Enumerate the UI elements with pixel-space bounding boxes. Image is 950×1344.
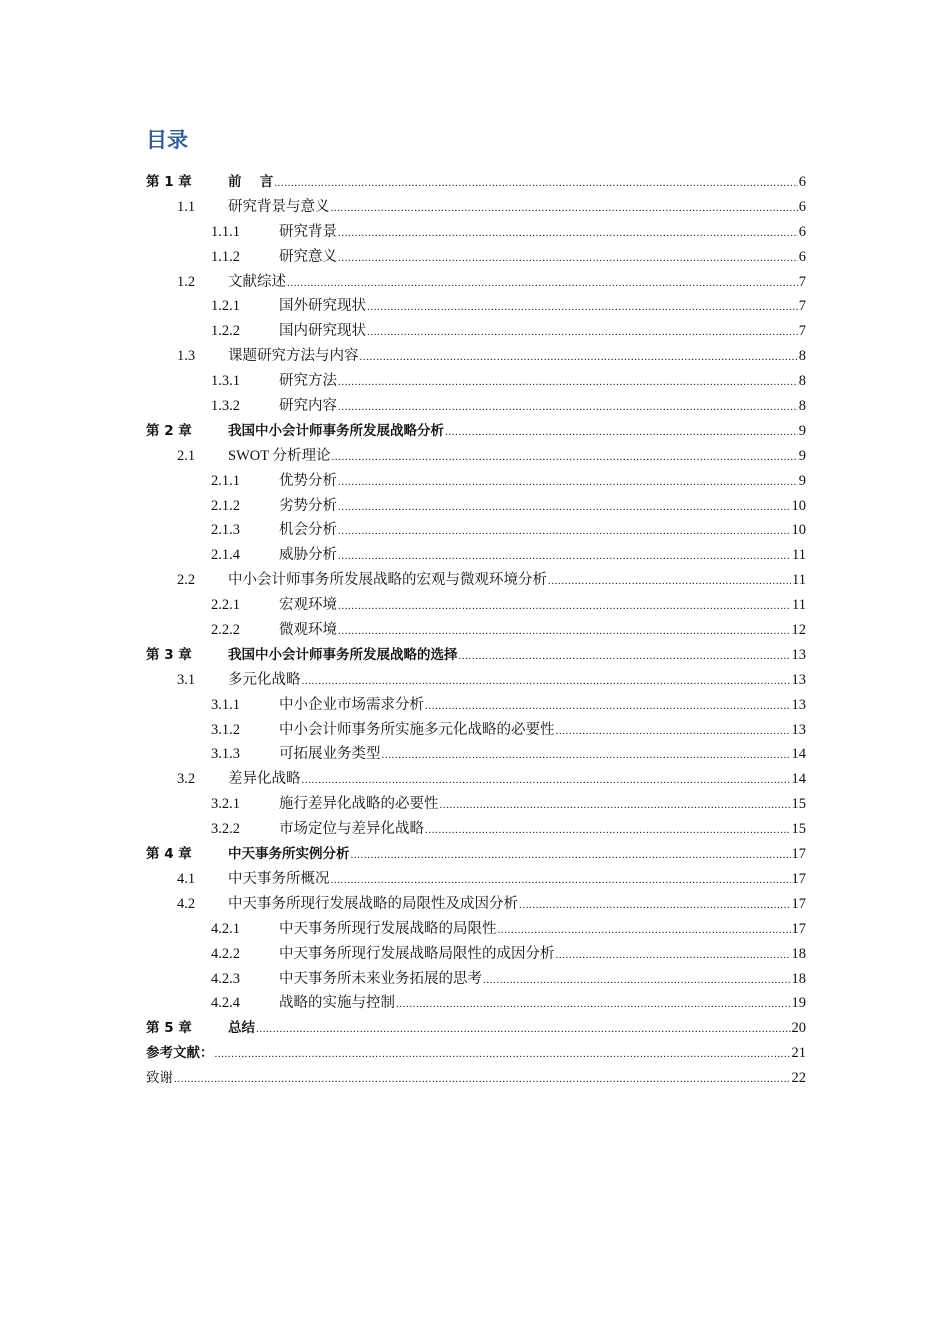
toc-entry[interactable]: [146, 518, 806, 543]
toc-entry[interactable]: [146, 967, 806, 992]
toc-entry-page-number: 11: [792, 547, 806, 564]
toc-entry[interactable]: [146, 1066, 806, 1091]
toc-entry[interactable]: [146, 469, 806, 494]
toc-entry[interactable]: [146, 394, 806, 419]
dot-leader: [338, 401, 798, 413]
toc-entry[interactable]: [146, 568, 806, 593]
dot-leader: [331, 451, 797, 463]
toc-entry[interactable]: [146, 543, 806, 568]
toc-entry-number: 3.1.2: [211, 721, 240, 738]
toc-entry-title: 中天事务所实例分析: [228, 846, 350, 863]
toc-entry-page-number: 11: [792, 597, 806, 614]
dot-leader: [396, 998, 791, 1010]
toc-entry-page-number: 6: [798, 248, 806, 265]
toc-entry-page-number: 15: [791, 796, 806, 813]
toc-entry-number: 第 5 章: [146, 1020, 192, 1037]
toc-entry-number: 1.2: [177, 273, 196, 290]
toc-entry[interactable]: [146, 942, 806, 967]
toc-entry-title: 参考文献：: [146, 1045, 214, 1062]
toc-entry[interactable]: [146, 917, 806, 942]
dot-leader: [338, 550, 791, 562]
toc-entry[interactable]: [146, 668, 806, 693]
toc-entry[interactable]: [146, 693, 806, 718]
toc-entry-number: 3.2.1: [211, 796, 240, 813]
toc-entry-number: 4.2.1: [211, 920, 240, 937]
toc-entry-number: 2.1: [177, 447, 196, 464]
toc-entry-title: 微观环境: [279, 622, 337, 639]
toc-entry-number: 3.1.1: [211, 696, 240, 713]
toc-entry-title: 市场定位与差异化战略: [279, 821, 424, 838]
dot-leader: [302, 774, 791, 786]
toc-entry[interactable]: [146, 344, 806, 369]
toc-entry-number: 1.1.2: [211, 248, 240, 265]
toc-entry-title: 课题研究方法与内容: [228, 348, 359, 365]
toc-entry-title: 战略的实施与控制: [279, 995, 395, 1012]
toc-entry-page-number: 17: [791, 870, 806, 887]
dot-leader: [338, 252, 798, 264]
dot-leader: [425, 700, 791, 712]
toc-entry-number: 4.2.4: [211, 995, 240, 1012]
toc-entry-title: 优势分析: [279, 472, 337, 489]
toc-entry-title: 国内研究现状: [279, 323, 366, 340]
toc-entry-page-number: 10: [791, 497, 806, 514]
dot-leader: [382, 749, 791, 761]
toc-entry-title: 中小会计师事务所实施多元化战略的必要性: [279, 721, 555, 738]
toc-entry-number: 4.1: [177, 870, 196, 887]
dot-leader: [556, 949, 791, 961]
toc-entry-number: 第 1 章: [146, 174, 192, 190]
toc-entry-title: 致谢: [146, 1070, 173, 1087]
toc-entry-title: 国外研究现状: [279, 298, 366, 315]
toc-entry[interactable]: [146, 991, 806, 1016]
toc-entry-number: 3.2.2: [211, 821, 240, 838]
dot-leader: [274, 177, 798, 189]
toc-entry-page-number: 13: [791, 671, 806, 688]
toc-entry-number: 第 4 章: [146, 846, 192, 863]
toc-entry-number: 1.1.1: [211, 223, 240, 240]
toc-entry-page-number: 17: [791, 920, 806, 937]
dot-leader: [174, 1073, 791, 1085]
dot-leader: [287, 277, 798, 289]
toc-entry-title: 中天事务所未来业务拓展的思考: [279, 970, 482, 987]
dot-leader: [215, 1048, 791, 1060]
toc-entry[interactable]: [146, 220, 806, 245]
toc-entry-number: 2.2.2: [211, 622, 240, 639]
toc-entry-number: 2.2: [177, 572, 196, 589]
toc-entry-page-number: 14: [791, 746, 806, 763]
toc-entry[interactable]: [146, 319, 806, 344]
toc-entry-title: 前 言: [228, 174, 274, 190]
toc-entry[interactable]: [146, 792, 806, 817]
toc-entry[interactable]: [146, 742, 806, 767]
toc-entry[interactable]: [146, 767, 806, 792]
toc-entry[interactable]: [146, 195, 806, 220]
toc-entry-title: 研究意义: [279, 248, 337, 265]
dot-leader: [459, 650, 791, 662]
toc-entry-number: 2.1.1: [211, 472, 240, 489]
toc-entry[interactable]: [146, 817, 806, 842]
toc-entry-number: 1.2.1: [211, 298, 240, 315]
dot-leader: [338, 376, 798, 388]
dot-leader: [338, 600, 791, 612]
toc-entry[interactable]: [146, 245, 806, 270]
toc-entry-page-number: 15: [791, 821, 806, 838]
dot-leader: [338, 501, 791, 513]
toc-entry-number: 1.1: [177, 198, 196, 215]
toc-entry-title: 研究内容: [279, 398, 337, 415]
toc-entry-title: 中小企业市场需求分析: [279, 696, 424, 713]
toc-entry-page-number: 13: [791, 646, 806, 663]
toc-entry[interactable]: [146, 170, 806, 195]
toc-entry-page-number: 13: [791, 696, 806, 713]
toc-entry-title: 研究背景与意义: [228, 198, 330, 215]
toc-entry-page-number: 6: [798, 223, 806, 240]
toc-entry-title: 中天事务所现行发展战略的局限性及成因分析: [228, 895, 518, 912]
toc-entry[interactable]: [146, 294, 806, 319]
toc-entry-page-number: 8: [798, 398, 806, 415]
dot-leader: [425, 824, 791, 836]
dot-leader: [498, 924, 791, 936]
toc-entry-page-number: 17: [791, 895, 806, 912]
toc-entry[interactable]: [146, 419, 806, 444]
dot-leader: [360, 351, 798, 363]
toc-entry-title: 施行差异化战略的必要性: [279, 796, 439, 813]
toc-entry-title: 研究方法: [279, 373, 337, 390]
dot-leader: [440, 799, 791, 811]
toc-entry-title: 威胁分析: [279, 547, 337, 564]
toc-entry-title: 多元化战略: [228, 671, 301, 688]
toc-entry[interactable]: [146, 1041, 806, 1066]
toc-title: 目录: [146, 128, 188, 152]
toc-entry[interactable]: [146, 867, 806, 892]
toc-entry-number: 4.2.2: [211, 945, 240, 962]
toc-entry-number: 1.2.2: [211, 323, 240, 340]
toc-entry[interactable]: [146, 593, 806, 618]
toc-entry-number: 3.1.3: [211, 746, 240, 763]
toc-entry-title: 总结: [228, 1020, 255, 1037]
toc-entry-page-number: 19: [791, 995, 806, 1012]
toc-entry-number: 3.2: [177, 771, 196, 788]
toc-entry-page-number: 8: [798, 373, 806, 390]
toc-entry[interactable]: [146, 444, 806, 469]
toc-entry-title: 宏观环境: [279, 597, 337, 614]
toc-entry-number: 2.1.2: [211, 497, 240, 514]
dot-leader: [338, 476, 798, 488]
toc-entry-number: 2.1.3: [211, 522, 240, 539]
toc-entry-page-number: 7: [798, 273, 806, 290]
toc-entry-page-number: 12: [791, 622, 806, 639]
toc-entry-page-number: 22: [791, 1070, 806, 1087]
toc-entry-number: 1.3.2: [211, 398, 240, 415]
toc-entry-page-number: 8: [798, 348, 806, 365]
toc-entry-title: 中天事务所现行发展战略局限性的成因分析: [279, 945, 555, 962]
toc-entry[interactable]: [146, 369, 806, 394]
toc-entry-title: 文献综述: [228, 273, 286, 290]
toc-entry-page-number: 11: [792, 572, 806, 589]
toc-entry-page-number: 6: [798, 174, 806, 190]
toc-entry-number: 3.1: [177, 671, 196, 688]
toc-entry-page-number: 17: [791, 846, 806, 863]
toc-entry[interactable]: [146, 494, 806, 519]
toc-entry[interactable]: [146, 1016, 806, 1041]
toc-entry-number: 4.2: [177, 895, 196, 912]
toc-entry-page-number: 9: [798, 422, 806, 439]
toc-entry-title: 中天事务所概况: [228, 870, 330, 887]
dot-leader: [367, 326, 798, 338]
dot-leader: [556, 725, 791, 737]
toc-entry-page-number: 14: [791, 771, 806, 788]
toc-entry-number: 第 2 章: [146, 422, 192, 439]
dot-leader: [331, 202, 798, 214]
dot-leader: [331, 874, 791, 886]
toc-entry-title: 我国中小会计师事务所发展战略分析: [228, 422, 444, 439]
toc-entry[interactable]: [146, 270, 806, 295]
toc-entry-title: 可拓展业务类型: [279, 746, 381, 763]
dot-leader: [367, 301, 798, 313]
toc-entry-page-number: 20: [791, 1020, 806, 1037]
toc-entry-title: 差异化战略: [228, 771, 301, 788]
toc-entry-page-number: 21: [791, 1045, 806, 1062]
toc-entry-title: 机会分析: [279, 522, 337, 539]
toc-entry-title: 中小会计师事务所发展战略的宏观与微观环境分析: [228, 572, 547, 589]
toc-entry-page-number: 10: [791, 522, 806, 539]
dot-leader: [338, 525, 791, 537]
toc-entry-page-number: 13: [791, 721, 806, 738]
toc-entry[interactable]: [146, 643, 806, 668]
toc-entry-page-number: 9: [798, 447, 806, 464]
toc-entry[interactable]: [146, 618, 806, 643]
toc-list: [146, 170, 806, 1091]
toc-entry-page-number: 7: [798, 298, 806, 315]
dot-leader: [351, 849, 791, 861]
toc-entry[interactable]: [146, 842, 806, 867]
dot-leader: [338, 625, 791, 637]
dot-leader: [338, 227, 798, 239]
toc-entry-number: 2.2.1: [211, 597, 240, 614]
toc-entry-title: 我国中小会计师事务所发展战略的选择: [228, 646, 458, 663]
toc-entry-page-number: 18: [791, 945, 806, 962]
toc-entry-page-number: 18: [791, 970, 806, 987]
toc-entry-number: 1.3.1: [211, 373, 240, 390]
dot-leader: [256, 1023, 791, 1035]
toc-entry-page-number: 9: [798, 472, 806, 489]
dot-leader: [519, 899, 791, 911]
toc-entry-page-number: 6: [798, 198, 806, 215]
toc-entry-title: 中天事务所现行发展战略的局限性: [279, 920, 497, 937]
dot-leader: [548, 575, 791, 587]
toc-entry-number: 1.3: [177, 348, 196, 365]
dot-leader: [445, 426, 798, 438]
toc-entry-title: 研究背景: [279, 223, 337, 240]
toc-entry-title: SWOT 分析理论: [228, 447, 331, 464]
dot-leader: [302, 675, 791, 687]
toc-entry-number: 第 3 章: [146, 646, 192, 663]
toc-entry-title: 劣势分析: [279, 497, 337, 514]
toc-entry-number: 2.1.4: [211, 547, 240, 564]
dot-leader: [483, 974, 791, 986]
toc-entry[interactable]: [146, 892, 806, 917]
toc-entry[interactable]: [146, 718, 806, 743]
toc-entry-page-number: 7: [798, 323, 806, 340]
toc-entry-number: 4.2.3: [211, 970, 240, 987]
